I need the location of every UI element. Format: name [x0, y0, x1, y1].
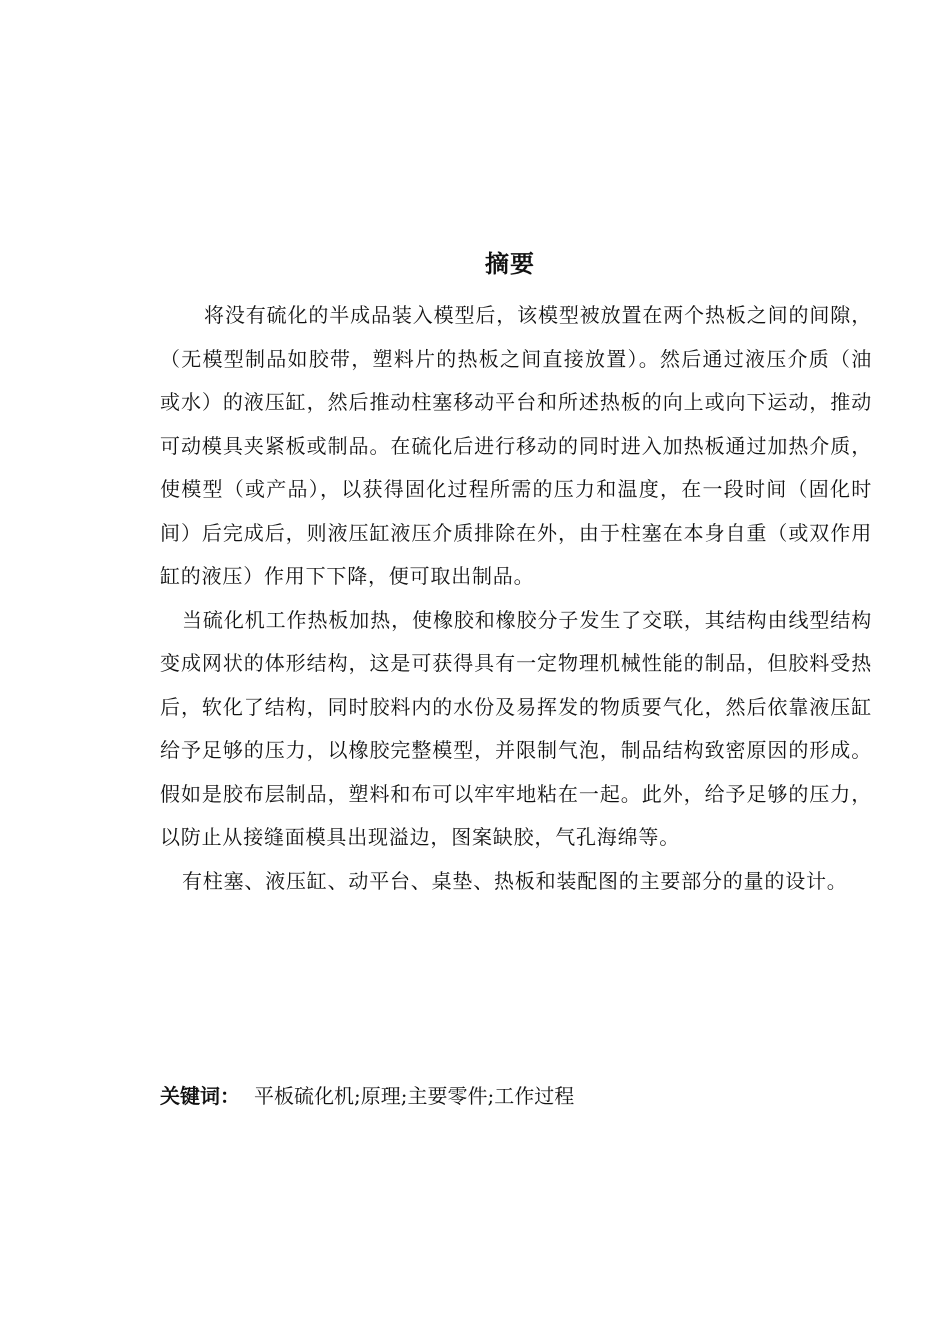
keywords-line — [160, 1081, 574, 1111]
abstract-paragraph-2: 当硫化机工作热板加热，使橡胶和橡胶分子发生了交联，其结构由线型结构变成网状的体形结构，这是可获得具有一定物理机械性能的制品，但胶料受热后，软化了结构，同时胶料内的水份及易挥发的物质要气化，然后依靠液压缸给予足够的压力，以橡胶完整模型，并限制气泡，制品结构致密原因的形成。假如是胶布层制品，塑料和布可以牢牢地粘在一起。此外，给予足够的压力，以防止从接缝面模具出现溢边，图案缺胶，气孔海绵等。 — [160, 607, 872, 849]
abstract-paragraph-3: 有柱塞、液压缸、动平台、桌垫、热板和装配图的主要部分的量的设计。 — [182, 868, 848, 893]
keywords-label: 关键词： — [160, 1084, 240, 1108]
abstract-paragraph-1: 将没有硫化的半成品装入模型后，该模型被放置在两个热板之间的间隙，（无模型制品如胶带，塑料片的热板之间直接放置）。然后通过液压介质（油或水）的液压缸，然后推动柱塞移动平台和所述热板的向上或向下运动，推动可动模具夹紧板或制品。在硫化后进行移动的同时进入加热板通过加热介质，使模型（或产品），以获得固化过程所需的压力和温度，在一段时间（固化时间）后完成后，则液压缸液压介质排除在外，由于柱塞在本身自重（或双作用缸的液压）作用下下降，便可取出制品。 — [160, 303, 872, 588]
keywords-value: 平板硫化机;原理;主要零件;工作过程 — [254, 1084, 575, 1108]
abstract-title: 摘要 — [485, 250, 535, 278]
abstract-body — [160, 294, 872, 903]
